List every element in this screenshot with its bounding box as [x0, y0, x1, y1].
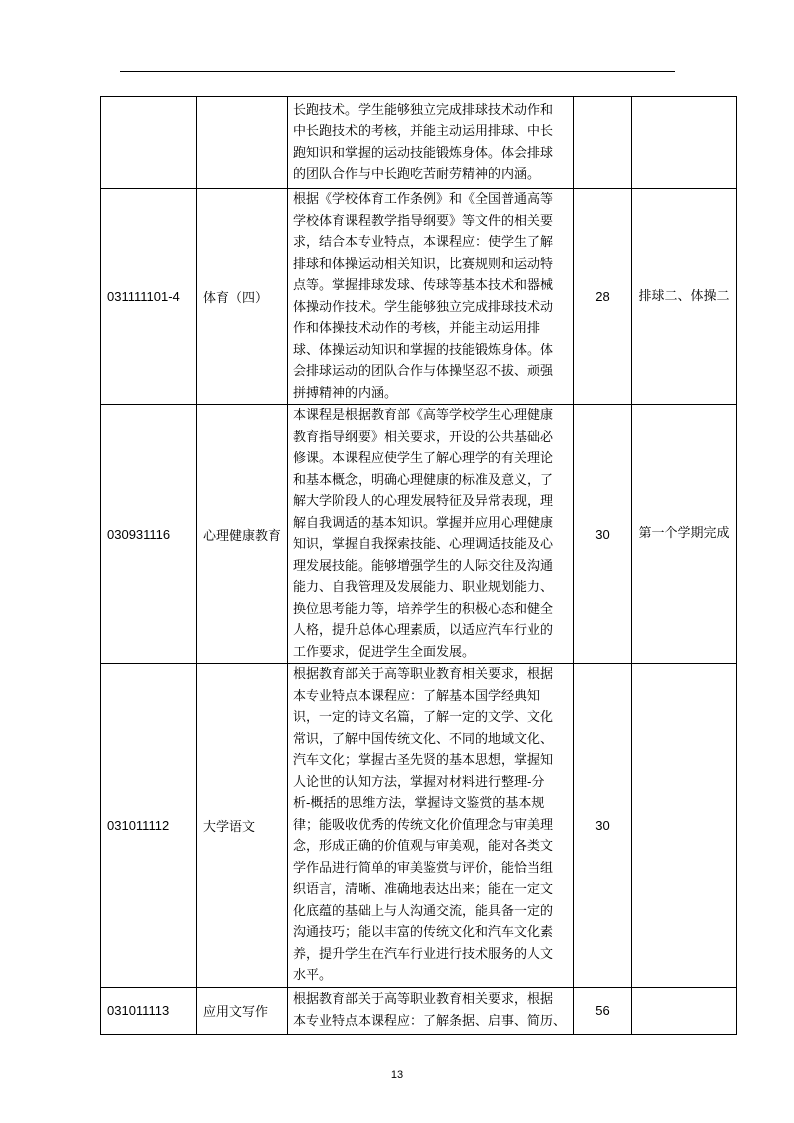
description-line: 体操动作技术。学生能够独立完成排球技术动	[293, 299, 554, 315]
description-line: 求，结合本专业特点，本课程应：使学生了解	[293, 235, 554, 250]
course-code-cell: 031011113	[101, 987, 197, 1034]
course-notes-cell	[632, 987, 737, 1034]
description-line: 根据《学校体育工作条例》和《全国普通高等	[293, 192, 554, 207]
description-line: 球、体操运动知识和掌握的技能锻炼身体。体	[293, 342, 554, 358]
description-line: 织语言，清晰、准确地表达出来；能在一定文	[293, 882, 554, 897]
description-line: 人格，提升总体心理素质，以适应汽车行业的	[293, 623, 554, 638]
description-line: 律；能吸收优秀的传统文化价值理念与审美理	[293, 817, 554, 833]
description-line: 析-概括的思维方法，掌握诗文鉴赏的基本规	[293, 796, 545, 811]
course-description-cell	[288, 664, 574, 988]
description-line: 理发展技能。能够增强学生的人际交往及沟通	[293, 558, 554, 574]
description-line: 本专业特点本课程应：了解基本国学经典知	[293, 688, 541, 704]
description-line: 会排球运动的团队合作与体操坚忍不拔、顽强	[293, 364, 554, 379]
course-code-cell: 030931116	[101, 405, 197, 664]
course-code-cell: 031011112	[101, 664, 197, 988]
course-notes-cell	[632, 97, 737, 189]
course-hours-cell	[574, 97, 632, 189]
course-name-cell: 体育（四）	[197, 189, 288, 405]
course-notes-cell: 第一个学期完成	[632, 405, 737, 664]
course-notes-cell	[632, 664, 737, 988]
description-line: 的团队合作与中长跑吃苦耐劳精神的内涵。	[293, 167, 541, 182]
description-line: 人论世的认知方法，掌握对材料进行整理-分	[293, 774, 545, 790]
course-code-cell	[101, 97, 197, 189]
description-line: 长跑技术。学生能够独立完成排球技术动作和	[293, 102, 554, 118]
description-line: 和基本概念，明确心理健康的标准及意义，了	[293, 472, 554, 488]
course-table	[100, 96, 737, 1035]
course-name-cell: 心理健康教育	[197, 405, 288, 664]
description-line: 工作要求，促进学生全面发展。	[293, 644, 476, 660]
description-line: 拼搏精神的内涵。	[293, 385, 398, 401]
description-line: 化底蕴的基础上与人沟通交流，能具备一定的	[293, 903, 554, 919]
table-body	[101, 97, 737, 1035]
description-line: 常识，了解中国传统文化、不同的地域文化、	[293, 731, 554, 747]
course-hours-cell: 30	[574, 664, 632, 988]
description-line: 点等。掌握排球发球、传球等基本技术和器械	[293, 278, 554, 293]
description-line: 识，一定的诗文名篇，了解一定的文学、文化	[293, 710, 554, 725]
page-number: 13	[390, 1069, 404, 1081]
description-line: 解自我调适的基本知识。掌握并应用心理健康	[293, 515, 554, 531]
course-hours-cell: 28	[574, 189, 632, 405]
course-hours-cell: 30	[574, 405, 632, 664]
course-description-cell	[288, 987, 574, 1034]
header-rule	[120, 71, 675, 72]
description-line: 解大学阶段人的心理发展特征及异常表现，理	[293, 494, 554, 509]
description-line: 跑知识和掌握的运动技能锻炼身体。体会排球	[293, 145, 554, 161]
description-line: 教育指导纲要》相关要求，开设的公共基础必	[293, 429, 554, 445]
description-line: 沟通技巧；能以丰富的传统文化和汽车文化素	[293, 925, 554, 940]
table-row	[101, 664, 737, 988]
course-description-cell	[288, 189, 574, 405]
description-line: 学作品进行简单的审美鉴赏与评价，能恰当组	[293, 860, 554, 876]
description-line: 知识，掌握自我探索技能、心理调适技能及心	[293, 537, 554, 552]
course-name-cell: 应用文写作	[197, 987, 288, 1034]
description-line: 根据教育部关于高等职业教育相关要求，根据	[293, 667, 554, 682]
description-line: 念，形成正确的价值观与审美观，能对各类文	[293, 839, 554, 854]
course-notes-cell: 排球二、体操二	[632, 189, 737, 405]
description-line: 养，提升学生在汽车行业进行技术服务的人文	[293, 946, 554, 962]
table-row	[101, 97, 737, 189]
course-hours-cell: 56	[574, 987, 632, 1034]
course-description-cell	[288, 405, 574, 664]
description-line: 作和体操技术动作的考核，并能主动运用排	[293, 321, 541, 336]
course-name-cell	[197, 97, 288, 189]
description-line: 汽车文化；掌握古圣先贤的基本思想，掌握知	[293, 753, 554, 768]
table-row	[101, 405, 737, 664]
course-name-cell: 大学语文	[197, 664, 288, 988]
description-line: 学校体育课程教学指导纲要》等文件的相关要	[293, 213, 554, 229]
description-line: 根据教育部关于高等职业教育相关要求，根据	[293, 992, 554, 1007]
table-row	[101, 189, 737, 405]
description-line: 本专业特点本课程应：了解条据、启事、简历、	[293, 1013, 567, 1029]
table-row	[101, 987, 737, 1034]
description-line: 排球和体操运动相关知识，比赛规则和运动特	[293, 256, 554, 272]
description-line: 中长跑技术的考核，并能主动运用排球、中长	[293, 124, 554, 139]
course-description-cell	[288, 97, 574, 189]
description-line: 换位思考能力等，培养学生的积极心态和健全	[293, 601, 554, 617]
course-code-cell: 031111101-4	[101, 189, 197, 405]
description-line: 本课程是根据教育部《高等学校学生心理健康	[293, 408, 554, 423]
description-line: 水平。	[293, 968, 333, 983]
description-line: 修课。本课程应使学生了解心理学的有关理论	[293, 451, 554, 466]
description-line: 能力、自我管理及发展能力、职业规划能力、	[293, 580, 554, 595]
